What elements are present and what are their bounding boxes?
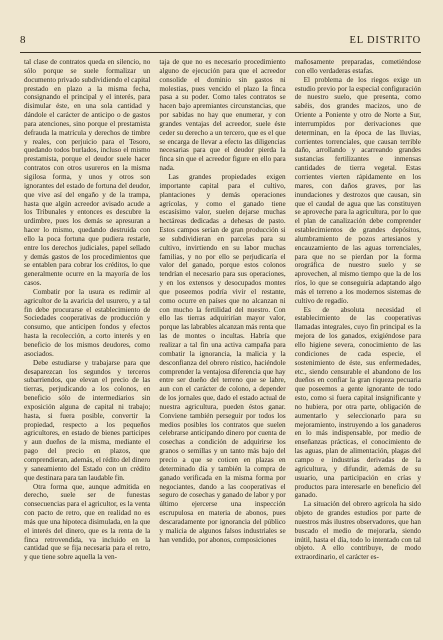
text-columns xyxy=(24,58,421,634)
paragraph: Es de absoluta necesidad el establecimiento de las cooperativas llamadas integrales, cuyo fin principal es la mejora de los ganados, exigiéndose para ello higiene severa, conocimiento de las condiciones de cada especie, el sostenimiento de éste, sus enfermedades, etc., siendo censurable el abandono de los dueños en confiar la gran riqueza pecuaria que poseemos a gente ignorante de todo esto, como si fuera capital insignificante y no hubiera, por otra parte, obligación de aumentarlo y seleccionarlo para su mejoramiento, instruyendo a los ganaderos en lo más indispensable, por medio de enseñanzas prácticas, el conocimiento de las aguas, plan de alimentación, plagas del campo e industrias derivadas de la agricultura, y difundir, además de su usuario, una participación en crías y productos para interesarle en beneficio del ganado. xyxy=(294,305,421,500)
page-number: 8 xyxy=(20,34,26,46)
paragraph: Otra forma que, aunque admitida en derecho, suele ser de funestas consecuencias para el agricultor, es la venta con pacto de retro, que en realidad no es más que una hipoteca disimulada, en la que el interés del dinero, que es la renta de la finca retrovendida, va incluido en la cantidad que se fija necesaria para el retro, y que tiene sobre aquella la ven- xyxy=(24,482,151,562)
paragraph: Combatir por la usura es redimir al agricultor de la avaricia del usurero, y a tal fin debe procurarse el establecimiento de Sociedades cooperativas de producción y consumo, que anticipen fondos y efectos hasta la recolección, a corto interés y en beneficio de los mismos deudores, como asociados. xyxy=(24,287,151,358)
paragraph: taja de que no es necesario procedimiento alguno de ejecución para que el acreedor consolide el dominio sin gastos ni molestias, pues vencido el plazo la finca pasa a su poder. Como tales contratos se hacen bajo apremiantes circunstancias, que por sabidas no hay que enumerar, y con grandes ventajas del acreedor, suele éste ceder su derecho a un tercero, que es el que se encarga de llevar a efecto las diligencias necesarias para que el deudor pierda la finca sin que el acreedor figure en ello para nada. xyxy=(159,58,286,173)
paragraph: Debe estudiarse y trabajarse para que desaparezcan los segundos y terceros subarriendos, que elevan el precio de las tierras, perjudicando a los colonos, en beneficio sólo de intermediarios sin exposición alguna de capital ni trabajo; hasta, si fuera posible, convertir la propiedad, respecto a los pequeños agricultores, en estado de bienes participes y aun dueños de la misma, mediante el pago del precio en plazos, que comprendieran, además, el rédito del dinero y saneamiento del Estado con un crédito que destinara para tan laudable fin. xyxy=(24,358,151,482)
column-1 xyxy=(24,58,150,634)
page-header xyxy=(20,34,421,53)
paragraph: La situación del obrero agrícola ha sido objeto de grandes estudios por parte de nuestros más ilustres observadores, que han buscado el medio de mejorarla, siendo inútil, hasta el día, todo lo intentado con tal objeto. A ello contribuye, de modo extraordinario, el carácter es- xyxy=(294,500,421,562)
paragraph: El problema de los riegos exige un estudio previo por la especial configuración de nuestro suelo, que presenta, como sabéis, dos grandes macizos, uno de Oriente a Poniente y otro de Norte a Sur, interrumpidos por derivaciones que determinan, en la época de las lluvias, corrientes torrenciales, que causan terrible daño, arrollando y acarreando grandes sustancias fertilizantes e inmensas cantidades de tierra vegetal. Estas corrientes vierten rápidamente en los mares, con daños graves, por las inundaciones y destrozos que causan, sin que el caudal de agua que las constituyen se aproveche para la agricultura, por lo que el plan de canalización debe comprender establecimientos de grandes depósitos, alumbramiento de pozos artesianos y encauzamiento de las aguas torrenciales, para que no se pierdan por la forma orográfica de nuestro suelo y se aprovechen, al mismo tiempo que la de los ríos, lo que se conseguiría adaptando algo más el terreno a los modernos sistemas de cultivo de regadío. xyxy=(294,75,421,305)
paragraph: Las grandes propiedades exigen importante capital para el cultivo, plantaciones y demás operaciones agrícolas, y como el ganado tiene escasísimo valor, suelen dejarse muchas hectáreas dedicadas a dehesas de pasto. Estos campos serían de gran producción si se subdividieran en parcelas para su cultivo, invirtiendo en su labor muchas familias, y no por ello se perjudicaría el valor del ganado, porque estos colonos tendrían el necesario para sus operaciones, y en los extensos y desocupados montes que poseemos podría vivir el restante, como ocurre en países que no alcanzan ni con mucho la fertilidad del nuestro. Con ello las tierras adquirirían mayor valor, porque las labrables alcanzan más renta que las de montes o incultas. Habría que realizar a tal fin una activa campaña para combatir la ignorancia, la malicia y la desconfianza del obrero rústico, haciéndole comprender la ventajosa diferencia que hay entre ser dueño del terreno que se labre, aun con el carácter de colono, a depender de los jornales que, dado el estado actual de nuestra agricultura, pueden éstos ganar. Conviene también perseguir por todos los medios posibles los contratos que suelen celebrarse anticipando dinero por cuenta de cosechas a condición de adquirirse los granos o semillas y un tanto más bajo del precio a que se coticen en plazas en determinado día y también la compra de ganado verificada en la misma forma por negociantes, dando a las cooperativas el seguro de cosechas y ganado de labor y por último ejercerse una inspección escrupulosa en materia de abonos, pues descaradamente por ignorancia del público y malicia de algunos falsos industriales se han vendido, por abonos, composiciones xyxy=(159,172,286,544)
column-3 xyxy=(295,58,421,634)
paragraph: tal clase de contratos queda en silencio, no sólo porque se suele formalizar un documento privado subdividiendo el capital prestado en plazo a la misma fecha, consignando el principal y el interés, para disimular éste, en una sola cantidad y dándole el carácter de anticipo o de gastos para atenciones, sino porque el prestamista defrauda la matrícula y derechos de timbre y reales, con perjuicio para el Tesoro, quedando todos burlados, incluso el mismo prestamista, porque el deudor suele hacer contratos con otros usureros en la misma sigilosa forma, y unos y otros son ignorantes del estado de fortuna del deudor, que vive así del engaño y de la trampa, hasta que algún acreedor avisado acude a los Tribunales y entonces es descubre la urdimbre, pues los demás se apresuran a hacer lo mismo, quedando destruida con ello la poca fortuna que pudiera restarle, entre los derechos judiciales, papel sellado y demás gastos de los procedimientos que se entablen para cobrar los créditos, lo que generalmente ocurre en la mayoría de los casos. xyxy=(24,58,151,288)
running-head: EL DISTRITO xyxy=(349,35,421,46)
column-2 xyxy=(159,58,285,634)
paragraph: mañosamente preparadas, cometiéndose con ello verdaderas estafas. xyxy=(294,58,421,75)
